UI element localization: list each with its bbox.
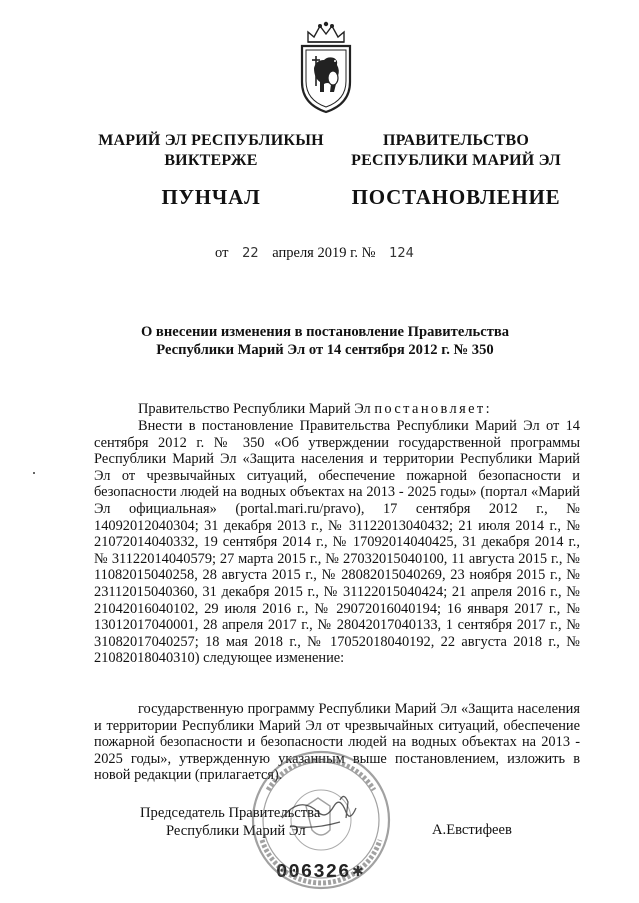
header-right-line2: РЕСПУБЛИКИ МАРИЙ ЭЛ: [351, 152, 561, 169]
header-left-block: [88, 131, 334, 209]
stamp-star-glyph: ✱: [352, 864, 364, 880]
paragraph-program: государственную программу Республики Марий Эл «Защита населения и территории Республики Марий Эл от чрезвычайных ситуаций, обеспечение пожарной безопасности и безопасности людей на водных объектах на 2013 - 2025 годы», утвержденную указанным выше постановлением, изложить в новой редакции (прилагается).: [94, 701, 580, 784]
document-number: 124: [389, 246, 414, 261]
date-day: 22: [242, 246, 259, 261]
date-line: [0, 245, 639, 262]
date-month-year: апреля 2019 г. №: [272, 245, 376, 261]
header-right-block: [340, 131, 572, 209]
subject-line1: О внесении изменения в постановление Правительства: [140, 324, 510, 340]
header-right-line1: ПРАВИТЕЛЬСТВО: [382, 132, 530, 149]
margin-mark: [33, 472, 35, 474]
header-left-line2: ВИКТЕРЖЕ: [164, 152, 258, 169]
signatory-name: А.Евстифеев: [432, 822, 512, 838]
resolves-word: постановляет:: [374, 401, 492, 417]
coat-of-arms-emblem: [294, 20, 358, 116]
document-subject: [110, 323, 540, 359]
date-prefix: от: [215, 245, 229, 261]
registration-number: 006326: [276, 861, 351, 883]
subject-line2: Республики Марий Эл от 14 сентября 2012 г. № 350: [156, 342, 494, 358]
header-left-line1: МАРИЙ ЭЛ РЕСПУБЛИКЫН: [98, 132, 324, 149]
signatory-title-line2: Республики Марий Эл: [166, 823, 306, 839]
resolves-lead: Правительство Республики Марий Эл: [138, 401, 371, 417]
paragraph-amendment: Внести в постановление Правительства Республики Марий Эл от 14 сентября 2012 г. № 350 «Об утверждении государственной программы Республики Марий Эл «Защита населения и территории Республики Марий Эл от чрезвычайных ситуаций, обеспечение пожарной безопасности и безопасности людей на водных объектах на 2013 - 2025 годы» (портал «Марий Эл официальная» (portal.mari.ru/pravo), 17 сентября 2012 г., № 14092012040304; 31 декабря 2013 г., № 31122013040432; 21 июля 2014 г., № 21072014040332, 19 сентября 2014 г., № 17092014040425, 31 декабря 2014 г., № 31122014040579; 27 марта 2015 г., № 27032015040100, 11 августа 2015 г., № 11082015040258, 28 августа 2015 г., № 28082015040269, 23 ноября 2015 г., № 23112015040360, 31 декабря 2015 г., № 31122015040424; 21 апреля 2016 г., № 21042016040102, 29 июля 2016 г., № 29072016040194; 16 января 2017 г., № 13012017040001, 28 апреля 2017 г., № 28042017040133, 1 сентября 2017 г., № 31082017040257; 18 мая 2018 г., № 17052018040192, 22 августа 2018 г., № 21082018040310) следующее изменение:: [94, 418, 580, 667]
header-left-title: ПУНЧАЛ: [161, 185, 261, 209]
signatory-title-line1: Председатель Правительства: [140, 805, 321, 821]
signatory-title: [140, 804, 320, 840]
paragraph-resolves: [94, 401, 580, 418]
header-right-title: ПОСТАНОВЛЕНИЕ: [351, 185, 561, 209]
